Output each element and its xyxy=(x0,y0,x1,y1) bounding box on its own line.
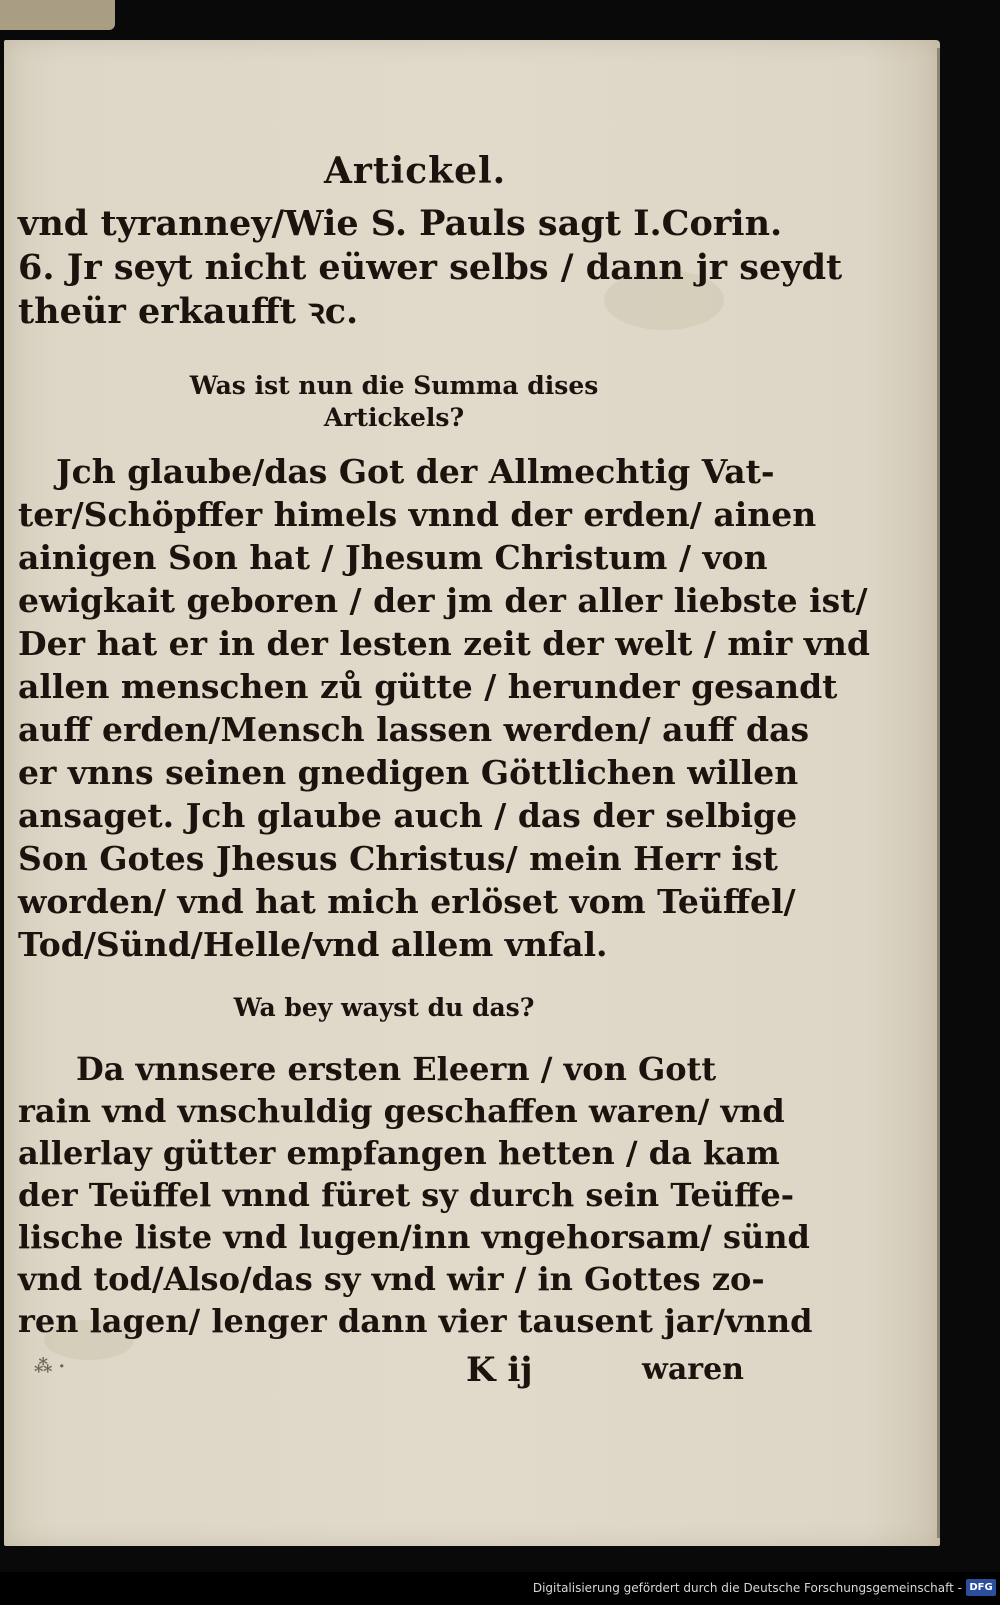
text-line: theür erkaufft ꝛc. xyxy=(18,291,359,332)
text-line: allerlay gütter empfangen hetten / da kam xyxy=(18,1134,780,1172)
page-edge-shadow xyxy=(937,48,940,1538)
torn-paper-scrap xyxy=(0,0,115,30)
text-line: der Teüffel vnnd füret sy durch sein Teüffe- xyxy=(18,1176,794,1214)
text-line: er vnns seinen gnedigen Göttlichen willen xyxy=(18,753,799,792)
question-heading-2: Wa bey wayst du das? xyxy=(233,993,535,1022)
text-line: auff erden/Mensch lassen werden/ auff das xyxy=(18,710,810,749)
ink-marks: ⁂ · xyxy=(34,1356,65,1377)
page-footer xyxy=(24,1350,764,1396)
text-line: ewigkait geboren / der jm der aller liebste ist/ xyxy=(18,581,868,620)
heading-line: Was ist nun die Summa dises xyxy=(189,371,599,400)
question-heading-1 xyxy=(164,370,624,434)
book-page xyxy=(4,40,940,1546)
text-line: Da vnnsere ersten Eleern / von Gott xyxy=(76,1050,717,1088)
text-line: Der hat er in der lesten zeit der welt / mir vnd xyxy=(18,624,870,663)
signature-mark: K ij xyxy=(466,1350,533,1390)
text-line: ansaget. Jch glaube auch / das der selbige xyxy=(18,796,798,835)
running-header: Artickel. xyxy=(324,150,507,192)
paragraph-1 xyxy=(18,202,843,334)
text-line: allen menschen zů gütte / herunder gesandt xyxy=(18,667,838,706)
text-line: ren lagen/ lenger dann vier tausent jar/vnnd xyxy=(18,1302,813,1340)
digitization-credit-bar xyxy=(0,1572,1000,1605)
text-line: Tod/Sünd/Helle/vnd allem vnfal. xyxy=(18,925,608,964)
text-line: ainigen Son hat / Jhesum Christum / von xyxy=(18,538,768,577)
heading-line: Artickels? xyxy=(323,403,465,432)
text-line: worden/ vnd hat mich erlöset vom Teüffel/ xyxy=(18,882,796,921)
dfg-logo-icon[interactable]: DFG xyxy=(966,1579,996,1596)
text-line: lische liste vnd lugen/inn vngehorsam/ sünd xyxy=(18,1218,810,1256)
text-line: vnd tyranney/Wie S. Pauls sagt I.Corin. xyxy=(18,203,783,244)
credit-text: Digitalisierung gefördert durch die Deutsche Forschungsgemeinschaft - xyxy=(532,1581,962,1595)
catchword: waren xyxy=(642,1352,744,1387)
text-line: Jch glaube/das Got der Allmechtig Vat- xyxy=(56,452,775,491)
paragraph-2 xyxy=(18,450,870,966)
paragraph-3 xyxy=(18,1048,813,1342)
text-line: rain vnd vnschuldig geschaffen waren/ vnd xyxy=(18,1092,785,1130)
text-line: Son Gotes Jhesus Christus/ mein Herr ist xyxy=(18,839,778,878)
text-line: 6. Jr seyt nicht eüwer selbs / dann jr seydt xyxy=(18,247,843,288)
text-line: vnd tod/Also/das sy vnd wir / in Gottes zo- xyxy=(18,1260,765,1298)
text-line: ter/Schöpffer himels vnnd der erden/ ainen xyxy=(18,495,817,534)
